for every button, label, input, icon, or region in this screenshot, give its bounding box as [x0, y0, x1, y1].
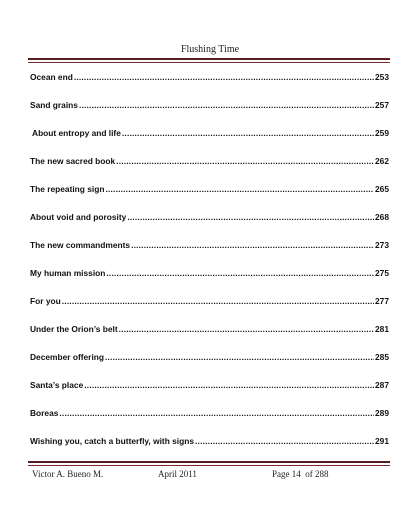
toc-entry-page: 273 [375, 240, 389, 250]
toc-leader-dots [74, 70, 374, 84]
toc-entry-title: Wishing you, catch a butterfly, with signs [30, 436, 195, 446]
toc-entry[interactable] [30, 266, 389, 294]
toc-entry-title: For you [30, 296, 61, 306]
toc-entry-title: Santa’s place [30, 380, 84, 390]
toc-entry[interactable] [30, 350, 389, 378]
toc-entry[interactable] [30, 182, 389, 210]
toc-entry[interactable] [30, 70, 389, 98]
toc-entry-page: 277 [375, 296, 389, 306]
toc-leader-dots [105, 350, 374, 364]
toc-entry-title: Boreas [30, 408, 59, 418]
toc-entry[interactable] [30, 294, 389, 322]
toc-entry-page: 257 [375, 100, 389, 110]
footer-page-info: Page 14 of 288 [272, 469, 329, 479]
table-of-contents [30, 70, 389, 462]
toc-entry-page: 291 [375, 436, 389, 446]
toc-leader-dots [131, 238, 374, 252]
toc-entry-title: December offering [30, 352, 104, 362]
toc-entry-page: 268 [375, 212, 389, 222]
header-rule [28, 58, 390, 60]
toc-leader-dots [116, 154, 374, 168]
footer-date: April 2011 [158, 469, 197, 479]
toc-entry[interactable] [30, 434, 389, 462]
toc-entry-page: 289 [375, 408, 389, 418]
toc-entry-title: About entropy and life [30, 128, 121, 138]
running-header-title: Flushing Time [180, 44, 240, 55]
toc-leader-dots [127, 210, 374, 224]
toc-entry-page: 275 [375, 268, 389, 278]
toc-entry-title: The new commandments [30, 240, 131, 250]
toc-entry-page: 265 [375, 184, 389, 194]
toc-leader-dots [195, 434, 374, 448]
toc-entry[interactable] [30, 378, 389, 406]
toc-entry-page: 262 [375, 156, 389, 166]
toc-entry-title: The new sacred book [30, 156, 116, 166]
footer-rule-thin [28, 465, 390, 466]
toc-leader-dots [84, 378, 374, 392]
toc-entry-title: Sand grains [30, 100, 78, 110]
toc-entry-page: 253 [375, 72, 389, 82]
toc-entry[interactable] [30, 406, 389, 434]
toc-entry-title: The repeating sign [30, 184, 105, 194]
toc-leader-dots [119, 322, 374, 336]
toc-leader-dots [105, 182, 374, 196]
toc-entry[interactable] [30, 322, 389, 350]
toc-leader-dots [62, 294, 374, 308]
toc-entry-page: 287 [375, 380, 389, 390]
toc-entry-title: My human mission [30, 268, 106, 278]
toc-entry-title: About void and porosity [30, 212, 127, 222]
toc-entry[interactable] [30, 98, 389, 126]
toc-leader-dots [122, 126, 374, 140]
toc-entry[interactable] [30, 210, 389, 238]
header-rule-thin [28, 62, 390, 63]
footer-author: Victor A. Bueno M. [32, 469, 104, 479]
toc-entry-title: Under the Orion’s belt [30, 324, 118, 334]
toc-entry[interactable] [30, 238, 389, 266]
toc-entry-page: 285 [375, 352, 389, 362]
toc-entry-page: 259 [375, 128, 389, 138]
toc-leader-dots [79, 98, 374, 112]
toc-leader-dots [106, 266, 374, 280]
toc-leader-dots [59, 406, 374, 420]
toc-entry-title: Ocean end [30, 72, 73, 82]
footer-rule [28, 461, 390, 463]
toc-entry[interactable] [30, 126, 389, 154]
toc-entry[interactable] [30, 154, 389, 182]
toc-entry-page: 281 [375, 324, 389, 334]
